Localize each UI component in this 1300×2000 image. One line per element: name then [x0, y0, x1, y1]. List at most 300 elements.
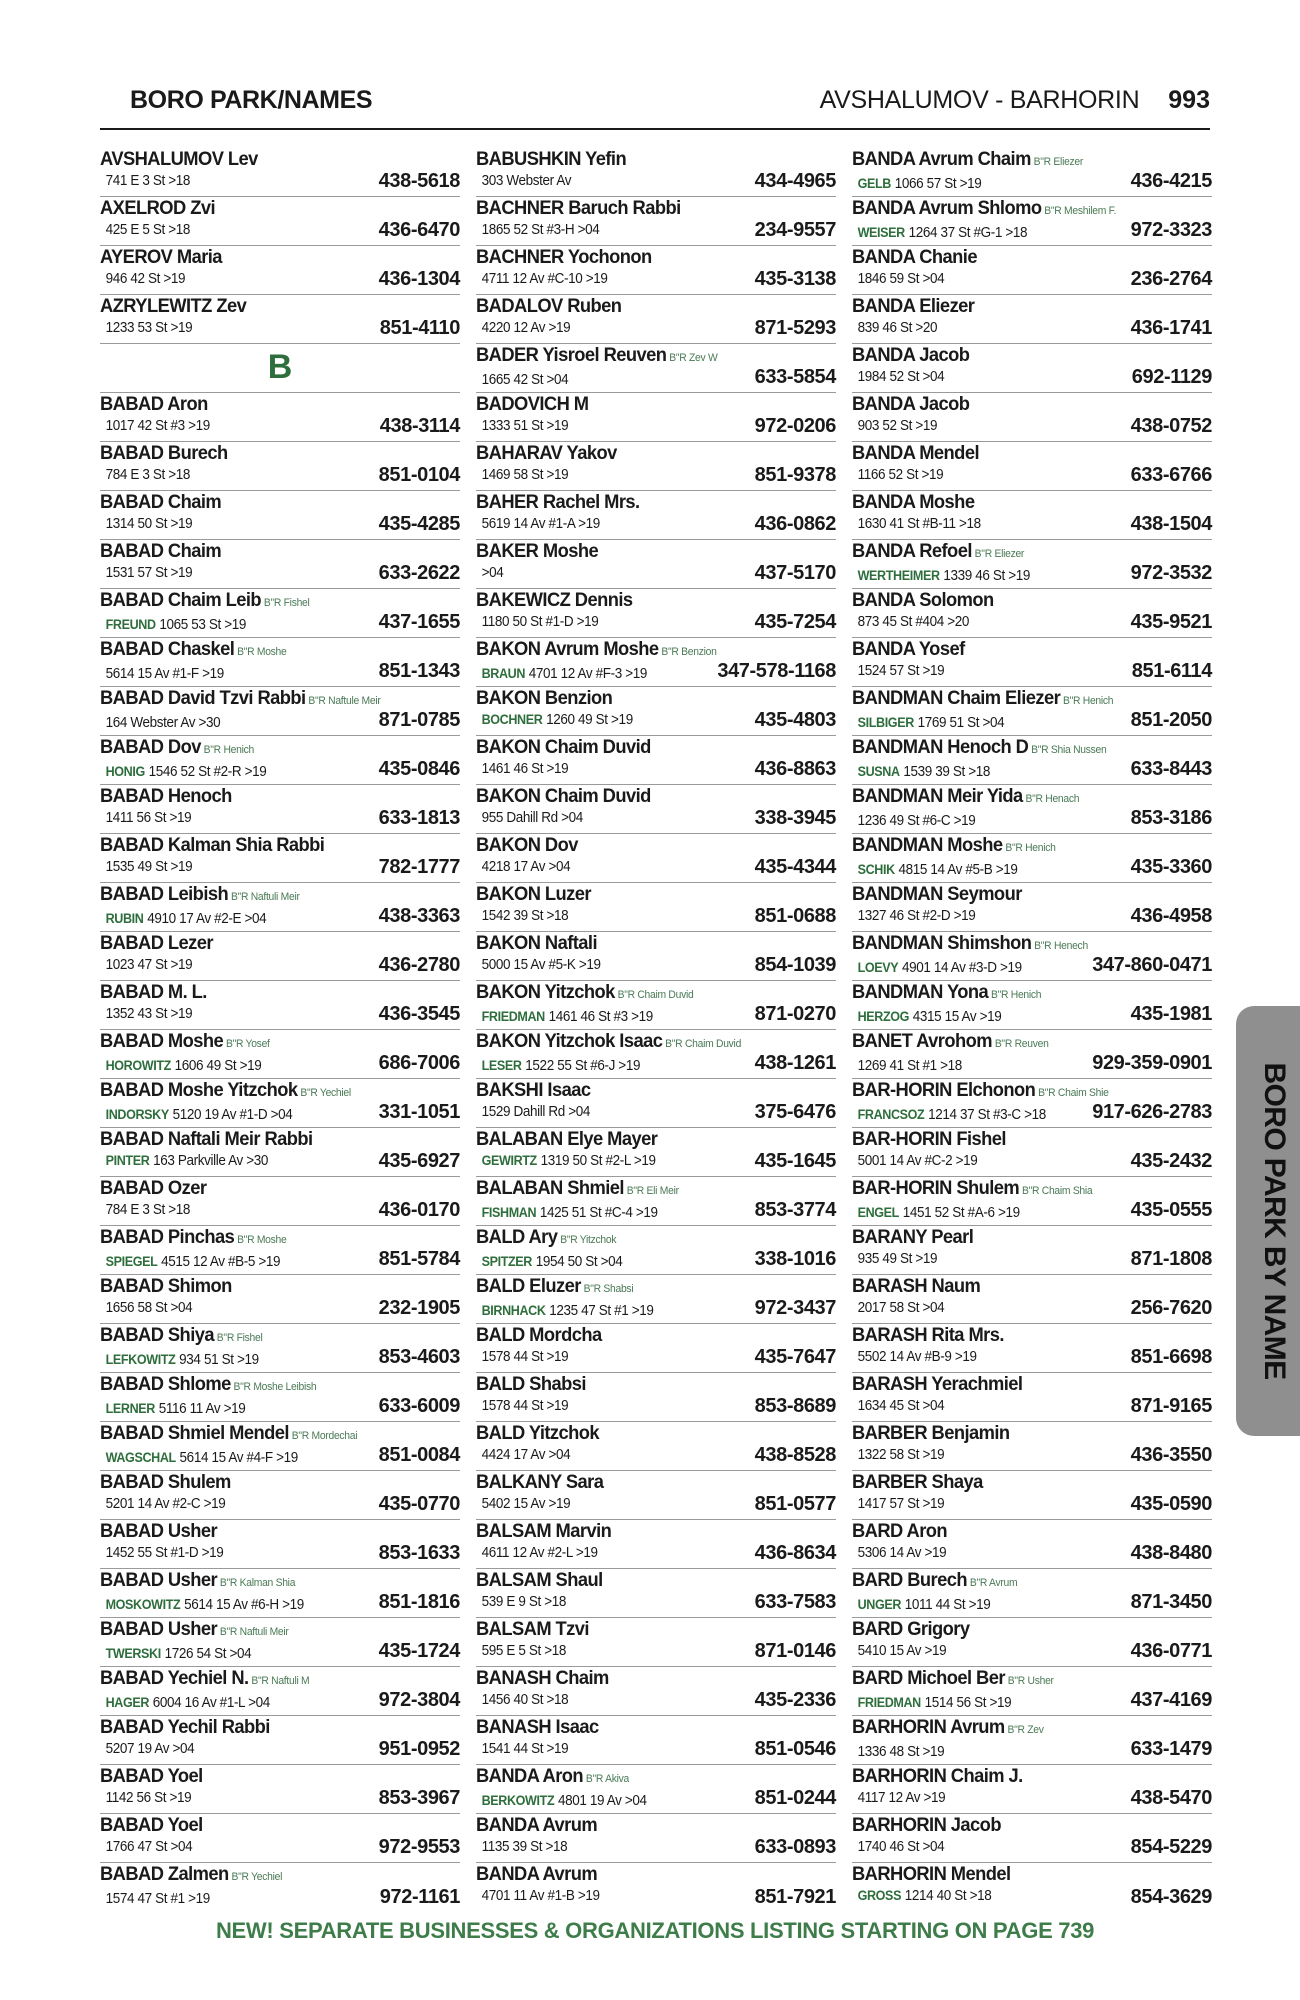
- entry-phone: 435-4803: [754, 709, 836, 731]
- entry-address-line: [100, 857, 337, 877]
- entry-phone: 854-5229: [1130, 1836, 1212, 1858]
- letter-divider: B: [100, 344, 460, 393]
- listing-entry: [852, 540, 1212, 589]
- entry-address-line: [100, 1004, 337, 1024]
- entry-surname: GEWIRTZ: [481, 1153, 537, 1168]
- entry-name: BANDA Chanie: [852, 246, 977, 268]
- entry-address-line: [476, 1690, 713, 1710]
- entry-phone: 437-4169: [1130, 1689, 1212, 1711]
- entry-address: 1630 41 St #B-11 >18: [857, 516, 981, 532]
- entry-name-line: [852, 1765, 1211, 1788]
- entry-address: 5000 15 Av #5-K >19: [481, 957, 601, 973]
- entry-phone: 633-6009: [378, 1395, 460, 1417]
- entry-address-line: [852, 1298, 1089, 1318]
- entry-surname: FREUND: [105, 617, 156, 632]
- entry-parent-name: B"R Naftule Meir: [308, 695, 381, 707]
- entry-parent-name: B"R Yitzchok: [560, 1234, 617, 1246]
- entry-address-line: [476, 1791, 713, 1811]
- entry-name-line: [476, 687, 835, 710]
- entry-address-line: [100, 808, 337, 828]
- entry-surname: GROSS: [857, 1888, 902, 1903]
- listing-entry: [852, 197, 1212, 246]
- entry-phone: 435-3360: [1130, 856, 1212, 878]
- entry-name: BAKON Yitzchok: [476, 981, 615, 1003]
- listing-entry: [852, 834, 1212, 883]
- listing-entry: [100, 736, 460, 785]
- entry-address-line: [100, 1889, 337, 1909]
- entry-address: 1339 46 St >19: [943, 568, 1031, 584]
- entry-phone: 633-1813: [378, 807, 460, 829]
- entry-surname: BRAUN: [481, 666, 526, 681]
- listing-entry: [100, 540, 460, 589]
- entry-address-line: [852, 1494, 1089, 1514]
- entry-name-line: [852, 246, 1211, 269]
- listing-column-3: [852, 148, 1212, 1912]
- entry-surname: PINTER: [105, 1153, 150, 1168]
- entry-name: BABAD Kalman Shia Rabbi: [100, 834, 325, 856]
- entry-surname: LERNER: [105, 1401, 155, 1416]
- entry-address: 1578 44 St >19: [481, 1349, 569, 1365]
- listing-entry: [852, 1177, 1212, 1226]
- entry-name: BAKON Naftali: [476, 932, 597, 954]
- entry-address-line: [476, 269, 713, 289]
- entry-address-line: [100, 1399, 337, 1419]
- entry-address-line: [852, 1837, 1089, 1857]
- entry-parent-name: B"R Usher: [1007, 1675, 1054, 1687]
- listing-entry: [100, 1324, 460, 1373]
- listing-entry: [852, 785, 1212, 834]
- entry-address-line: [100, 1151, 337, 1171]
- entry-phone: 338-3945: [754, 807, 836, 829]
- listing-entry: [476, 442, 836, 491]
- entry-name: BABAD Usher: [100, 1618, 218, 1640]
- listing-entry: [476, 883, 836, 932]
- entry-name: BALABAN Shmiel: [476, 1177, 624, 1199]
- entry-address-line: [852, 762, 1089, 782]
- entry-address: 1425 51 St #C-4 >19: [539, 1205, 658, 1221]
- entry-name: BALABAN Elye Mayer: [476, 1128, 658, 1150]
- entry-name: BANDMAN Shimshon: [852, 932, 1032, 954]
- entry-address-line: [100, 713, 337, 733]
- entry-address-line: [100, 269, 337, 289]
- entry-name: BAHER Rachel Mrs.: [476, 491, 640, 513]
- entry-address: 1606 49 St >19: [174, 1058, 262, 1074]
- entry-address-line: [852, 1543, 1089, 1563]
- entry-address-line: [476, 612, 713, 632]
- entry-name: BABAD Shiya: [100, 1324, 214, 1346]
- listing-entry: [476, 491, 836, 540]
- listing-entry: [100, 1863, 460, 1912]
- entry-address: 1235 47 St #1 >19: [549, 1303, 654, 1319]
- entry-address-line: [100, 615, 337, 635]
- entry-address: 1327 46 St #2-D >19: [857, 908, 976, 924]
- listing-entry: [100, 883, 460, 932]
- entry-name: BAKON Chaim Duvid: [476, 785, 651, 807]
- entry-address: 5207 19 Av >04: [105, 1741, 195, 1757]
- entry-phone: 331-1051: [378, 1101, 460, 1123]
- entry-phone: 435-0555: [1130, 1199, 1212, 1221]
- entry-parent-name: B"R Shia Nussen: [1031, 744, 1107, 756]
- entry-phone: 436-6470: [378, 219, 460, 241]
- entry-name: AYEROV Maria: [100, 246, 222, 268]
- entry-name: BAKON Luzer: [476, 883, 591, 905]
- listing-entry: [100, 589, 460, 638]
- entry-name: BALSAM Shaul: [476, 1569, 603, 1591]
- entry-name: BANDMAN Yona: [852, 981, 989, 1003]
- listing-entry: [852, 1226, 1212, 1275]
- entry-address: 4701 12 Av #F-3 >19: [528, 666, 648, 682]
- entry-address-line: [852, 713, 1089, 733]
- entry-address-line: [476, 664, 713, 684]
- entry-parent-name: B"R Zev W: [669, 352, 718, 364]
- entry-name-line: [476, 1716, 835, 1739]
- entry-phone: 436-3545: [378, 1003, 460, 1025]
- entry-surname: INDORSKY: [105, 1107, 169, 1122]
- entry-address: 1166 52 St >19: [857, 467, 944, 483]
- entry-name: BACHNER Yochonon: [476, 246, 652, 268]
- entry-surname: MOSKOWITZ: [105, 1597, 181, 1612]
- entry-address: 6004 16 Av #1-L >04: [152, 1695, 270, 1711]
- entry-phone: 438-5470: [1130, 1787, 1212, 1809]
- entry-name: BANDA Refoel: [852, 540, 972, 562]
- entry-surname: WAGSCHAL: [105, 1450, 176, 1465]
- entry-phone: 435-0770: [378, 1493, 460, 1515]
- entry-phone: 951-0952: [378, 1738, 460, 1760]
- entry-name: BANDA Yosef: [852, 638, 965, 660]
- entry-phone: 854-1039: [754, 954, 836, 976]
- listing-entry: [476, 1716, 836, 1765]
- entry-address: 1769 51 St >04: [917, 715, 1005, 731]
- entry-name: BABUSHKIN Yefin: [476, 148, 627, 170]
- entry-phone: 436-0862: [754, 513, 836, 535]
- listing-entry: [476, 1226, 836, 1275]
- entry-name-line: [100, 246, 459, 269]
- entry-phone: 972-3804: [378, 1689, 460, 1711]
- entry-name-line: [476, 197, 835, 220]
- entry-phone: 853-3967: [378, 1787, 460, 1809]
- entry-phone: 871-3450: [1130, 1591, 1212, 1613]
- entry-address: 1314 50 St >19: [105, 516, 193, 532]
- entry-phone: 436-4958: [1130, 905, 1212, 927]
- entry-surname: RUBIN: [105, 911, 144, 926]
- entry-address-line: [100, 909, 337, 929]
- entry-phone: 435-0846: [378, 758, 460, 780]
- entry-phone: 871-0785: [378, 709, 460, 731]
- entry-parent-name: B"R Eli Meir: [626, 1185, 679, 1197]
- entry-address-line: [476, 1301, 713, 1321]
- entry-phone: 633-0893: [754, 1836, 836, 1858]
- entry-address-line: [852, 661, 1089, 681]
- entry-name-line: [476, 1079, 835, 1102]
- entry-address: 1135 39 St >18: [481, 1839, 568, 1855]
- listing-entry: [476, 1422, 836, 1471]
- entry-name-line: [100, 393, 459, 416]
- entry-address: 425 E 5 St >18: [105, 222, 190, 238]
- entry-address: 539 E 9 St >18: [481, 1594, 566, 1610]
- listing-entry: [100, 1128, 460, 1177]
- entry-address: 1574 47 St #1 >19: [105, 1891, 210, 1907]
- entry-phone: 436-0771: [1130, 1640, 1212, 1662]
- entry-phone: 256-7620: [1130, 1297, 1212, 1319]
- entry-address: 5116 11 Av >19: [158, 1401, 246, 1417]
- entry-parent-name: B"R Henich: [990, 989, 1042, 1001]
- entry-parent-name: B"R Henich: [1062, 695, 1114, 707]
- listing-entry: [852, 1030, 1212, 1079]
- entry-phone: 871-1808: [1130, 1248, 1212, 1270]
- entry-name: BARASH Yerachmiel: [852, 1373, 1023, 1395]
- entry-address: 4901 14 Av #3-D >19: [902, 960, 1022, 976]
- entry-name: BAR-HORIN Elchonon: [852, 1079, 1036, 1101]
- entry-name: BADALOV Ruben: [476, 295, 622, 317]
- entry-address-line: [476, 1007, 713, 1027]
- entry-address: 1542 39 St >18: [481, 908, 569, 924]
- entry-name: BANDA Jacob: [852, 344, 970, 366]
- entry-address-line: [852, 1151, 1089, 1171]
- entry-phone: 851-0577: [754, 1493, 836, 1515]
- listing-entry: [100, 295, 460, 344]
- entry-phone: 633-8443: [1130, 758, 1212, 780]
- entry-name: BABAD Yechiel N.: [100, 1667, 249, 1689]
- listing-entry: [476, 295, 836, 344]
- entry-address-line: [852, 1788, 1089, 1808]
- entry-address: 1634 45 St >04: [857, 1398, 945, 1414]
- entry-name: BAKON Benzion: [476, 687, 613, 709]
- listing-entry: [476, 246, 836, 295]
- listing-entry: [100, 1275, 460, 1324]
- entry-address: 1417 57 St >19: [857, 1496, 945, 1512]
- entry-name-line: [852, 1814, 1211, 1837]
- entry-address: 1180 50 St #1-D >19: [481, 614, 599, 630]
- entry-address: 4424 17 Av >04: [481, 1447, 571, 1463]
- entry-address: 1319 50 St #2-L >19: [540, 1153, 656, 1169]
- listing-entry: [100, 1422, 460, 1471]
- entry-address: 903 52 St >19: [857, 418, 938, 434]
- entry-phone: 871-0146: [754, 1640, 836, 1662]
- entry-name: BABAD Pinchas: [100, 1226, 235, 1248]
- entry-name: BALD Yitzchok: [476, 1422, 600, 1444]
- listing-entry: [852, 1618, 1212, 1667]
- entry-address-line: [100, 1298, 337, 1318]
- listing-entry: [476, 1618, 836, 1667]
- entry-phone: 871-9165: [1130, 1395, 1212, 1417]
- entry-name: BABAD Usher: [100, 1569, 218, 1591]
- entry-address: 1017 42 St #3 >19: [105, 418, 210, 434]
- listing-entry: [852, 1373, 1212, 1422]
- entry-address: 1740 46 St >04: [857, 1839, 945, 1855]
- entry-name: BABAD Shimon: [100, 1275, 232, 1297]
- entry-parent-name: B"R Chaim Duvid: [665, 1038, 742, 1050]
- entry-name-line: [100, 1177, 459, 1200]
- entry-parent-name: B"R Henich: [1005, 842, 1056, 854]
- entry-address: 4315 15 Av >19: [912, 1009, 1002, 1025]
- entry-phone: 851-7921: [754, 1886, 836, 1908]
- entry-address: 5201 14 Av #2-C >19: [105, 1496, 226, 1512]
- entry-parent-name: B"R Henich: [203, 744, 254, 756]
- entry-name-line: [852, 883, 1211, 906]
- entry-phone: 435-7254: [754, 611, 836, 633]
- entry-phone: 917-626-2783: [1092, 1101, 1212, 1123]
- entry-address: 4815 14 Av #5-B >19: [898, 862, 1018, 878]
- entry-phone: 851-2050: [1130, 709, 1212, 731]
- entry-name: BABAD Henoch: [100, 785, 232, 807]
- entry-phone: 972-0206: [754, 415, 836, 437]
- entry-name: BABAD Burech: [100, 442, 228, 464]
- entry-name: BALD Shabsi: [476, 1373, 586, 1395]
- entry-phone: 435-4285: [378, 513, 460, 535]
- entry-surname: TWERSKI: [105, 1646, 161, 1661]
- entry-parent-name: B"R Naftuli Meir: [219, 1626, 289, 1638]
- entry-phone: 437-5170: [754, 562, 836, 584]
- entry-parent-name: B"R Yosef: [225, 1038, 270, 1050]
- listing-entry: [100, 148, 460, 197]
- listing-entry: [100, 1226, 460, 1275]
- listing-entry: [852, 1324, 1212, 1373]
- entry-name: BANDA Avrum Shlomo: [852, 197, 1042, 219]
- entry-address: 5614 15 Av #4-F >19: [179, 1450, 298, 1466]
- entry-name-line: [476, 246, 835, 269]
- entry-name-line: [476, 1128, 835, 1151]
- entry-address-line: [476, 857, 713, 877]
- entry-address: 5614 15 Av #6-H >19: [184, 1597, 304, 1613]
- listing-entry: [476, 1814, 836, 1863]
- entry-name: BABAD M. L.: [100, 981, 207, 1003]
- entry-address: 1656 58 St >04: [105, 1300, 193, 1316]
- entry-name-line: [852, 1520, 1211, 1543]
- entry-address-line: [476, 220, 713, 240]
- entry-name: BAKEWICZ Dennis: [476, 589, 633, 611]
- entry-address: 4611 12 Av #2-L >19: [481, 1545, 598, 1561]
- entry-address-line: [852, 318, 1089, 338]
- entry-phone: 435-4344: [754, 856, 836, 878]
- entry-phone: 435-9521: [1130, 611, 1212, 633]
- entry-address: 1469 58 St >19: [481, 467, 569, 483]
- entry-name: AXELROD Zvi: [100, 197, 216, 219]
- entry-parent-name: B"R Chaim Duvid: [617, 989, 694, 1001]
- entry-parent-name: B"R Moshe: [237, 646, 287, 658]
- listing-entry: [852, 295, 1212, 344]
- entry-phone: 633-2622: [378, 562, 460, 584]
- entry-name: BANDA Jacob: [852, 393, 970, 415]
- listing-entry: [100, 1667, 460, 1716]
- entry-name-line: [476, 589, 835, 612]
- entry-surname: SILBIGER: [857, 715, 914, 730]
- entry-address: 1260 49 St >19: [546, 712, 633, 728]
- entry-phone: 438-0752: [1130, 415, 1212, 437]
- entry-address-line: [852, 223, 1089, 243]
- listing-entry: [852, 1128, 1212, 1177]
- listing-entry: [852, 246, 1212, 295]
- entry-address-line: [100, 1350, 337, 1370]
- entry-name: BABAD Zalmen: [100, 1863, 229, 1885]
- entry-address: 1726 54 St >04: [164, 1646, 252, 1662]
- entry-address-line: [100, 1105, 337, 1125]
- entry-name-line: [100, 932, 459, 955]
- entry-name-line: [476, 785, 835, 808]
- entry-address: 1264 37 St #G-1 >18: [908, 225, 1028, 241]
- entry-name: BARBER Benjamin: [852, 1422, 1010, 1444]
- entry-name-line: [476, 1814, 835, 1837]
- entry-address-line: [100, 1739, 337, 1759]
- entry-address-line: [852, 1595, 1089, 1615]
- entry-name: BARD Michoel Ber: [852, 1667, 1005, 1689]
- listing-entry: [100, 1030, 460, 1079]
- entry-address-line: [852, 612, 1089, 632]
- entry-address: 5306 14 Av >19: [857, 1545, 947, 1561]
- entry-surname: HAGER: [105, 1695, 150, 1710]
- entry-name-line: [100, 197, 459, 220]
- entry-address-line: [100, 1837, 337, 1857]
- entry-phone: 435-7647: [754, 1346, 836, 1368]
- entry-address-line: [100, 220, 337, 240]
- listing-entry: [476, 148, 836, 197]
- entry-parent-name: B"R Fishel: [216, 1332, 263, 1344]
- listing-entry: [476, 1471, 836, 1520]
- entry-address: 1665 42 St >04: [481, 372, 569, 388]
- entry-parent-name: B"R Chaim Shia: [1021, 1185, 1093, 1197]
- entry-phone: 633-7583: [754, 1591, 836, 1613]
- entry-parent-name: B"R Reuven: [994, 1038, 1049, 1050]
- entry-address-line: [100, 318, 337, 338]
- listing-entry: [476, 736, 836, 785]
- entry-address-line: [852, 1347, 1089, 1367]
- entry-address-line: [100, 1693, 337, 1713]
- entry-phone: 972-9553: [378, 1836, 460, 1858]
- listing-entry: [476, 1030, 836, 1079]
- entry-name: BANASH Chaim: [476, 1667, 609, 1689]
- entry-name-line: [476, 393, 835, 416]
- entry-address: 1766 47 St >04: [105, 1839, 193, 1855]
- entry-name: BABAD Chaim: [100, 491, 222, 513]
- entry-phone: 972-3532: [1130, 562, 1212, 584]
- entry-name-line: [852, 344, 1211, 367]
- entry-address: 873 45 St #404 >20: [857, 614, 969, 630]
- entry-phone: 633-6766: [1130, 464, 1212, 486]
- entry-name: BABAD Shmiel Mendel: [100, 1422, 289, 1444]
- listing-entry: [476, 687, 836, 736]
- entry-parent-name: B"R Moshe: [237, 1234, 287, 1246]
- listing-entry: [100, 393, 460, 442]
- listing-entry: [852, 589, 1212, 638]
- entry-address: 1142 56 St >19: [105, 1790, 192, 1806]
- entry-address: 1846 59 St >04: [857, 271, 945, 287]
- entry-address: 1451 52 St #A-6 >19: [902, 1205, 1020, 1221]
- entry-name-line: [476, 148, 835, 171]
- entry-name: BARHORIN Chaim J.: [852, 1765, 1023, 1787]
- entry-address: 741 E 3 St >18: [105, 173, 190, 189]
- entry-address-line: [852, 566, 1089, 586]
- page-range: [820, 86, 1210, 115]
- entry-address: 4910 17 Av #2-E >04: [147, 911, 267, 927]
- entry-name-line: [100, 491, 459, 514]
- entry-name: BABAD Yoel: [100, 1765, 203, 1787]
- listing-entry: [100, 638, 460, 687]
- entry-phone: 851-0104: [378, 464, 460, 486]
- entry-phone: 435-6927: [378, 1150, 460, 1172]
- listing-entry: [476, 1324, 836, 1373]
- entry-name-line: [100, 785, 459, 808]
- entry-address-line: [852, 514, 1089, 534]
- listing-entry: [852, 393, 1212, 442]
- entry-name: BANDA Avrum: [476, 1863, 598, 1885]
- listing-entry: [852, 344, 1212, 393]
- listing-entry: [852, 736, 1212, 785]
- entry-name: BANDA Aron: [476, 1765, 584, 1787]
- entry-address-line: [476, 710, 713, 730]
- entry-address: 4701 11 Av #1-B >19: [481, 1888, 600, 1904]
- entry-name: BANET Avrohom: [852, 1030, 993, 1052]
- entry-address: 1065 53 St >19: [159, 617, 247, 633]
- entry-address: 1524 57 St >19: [857, 663, 945, 679]
